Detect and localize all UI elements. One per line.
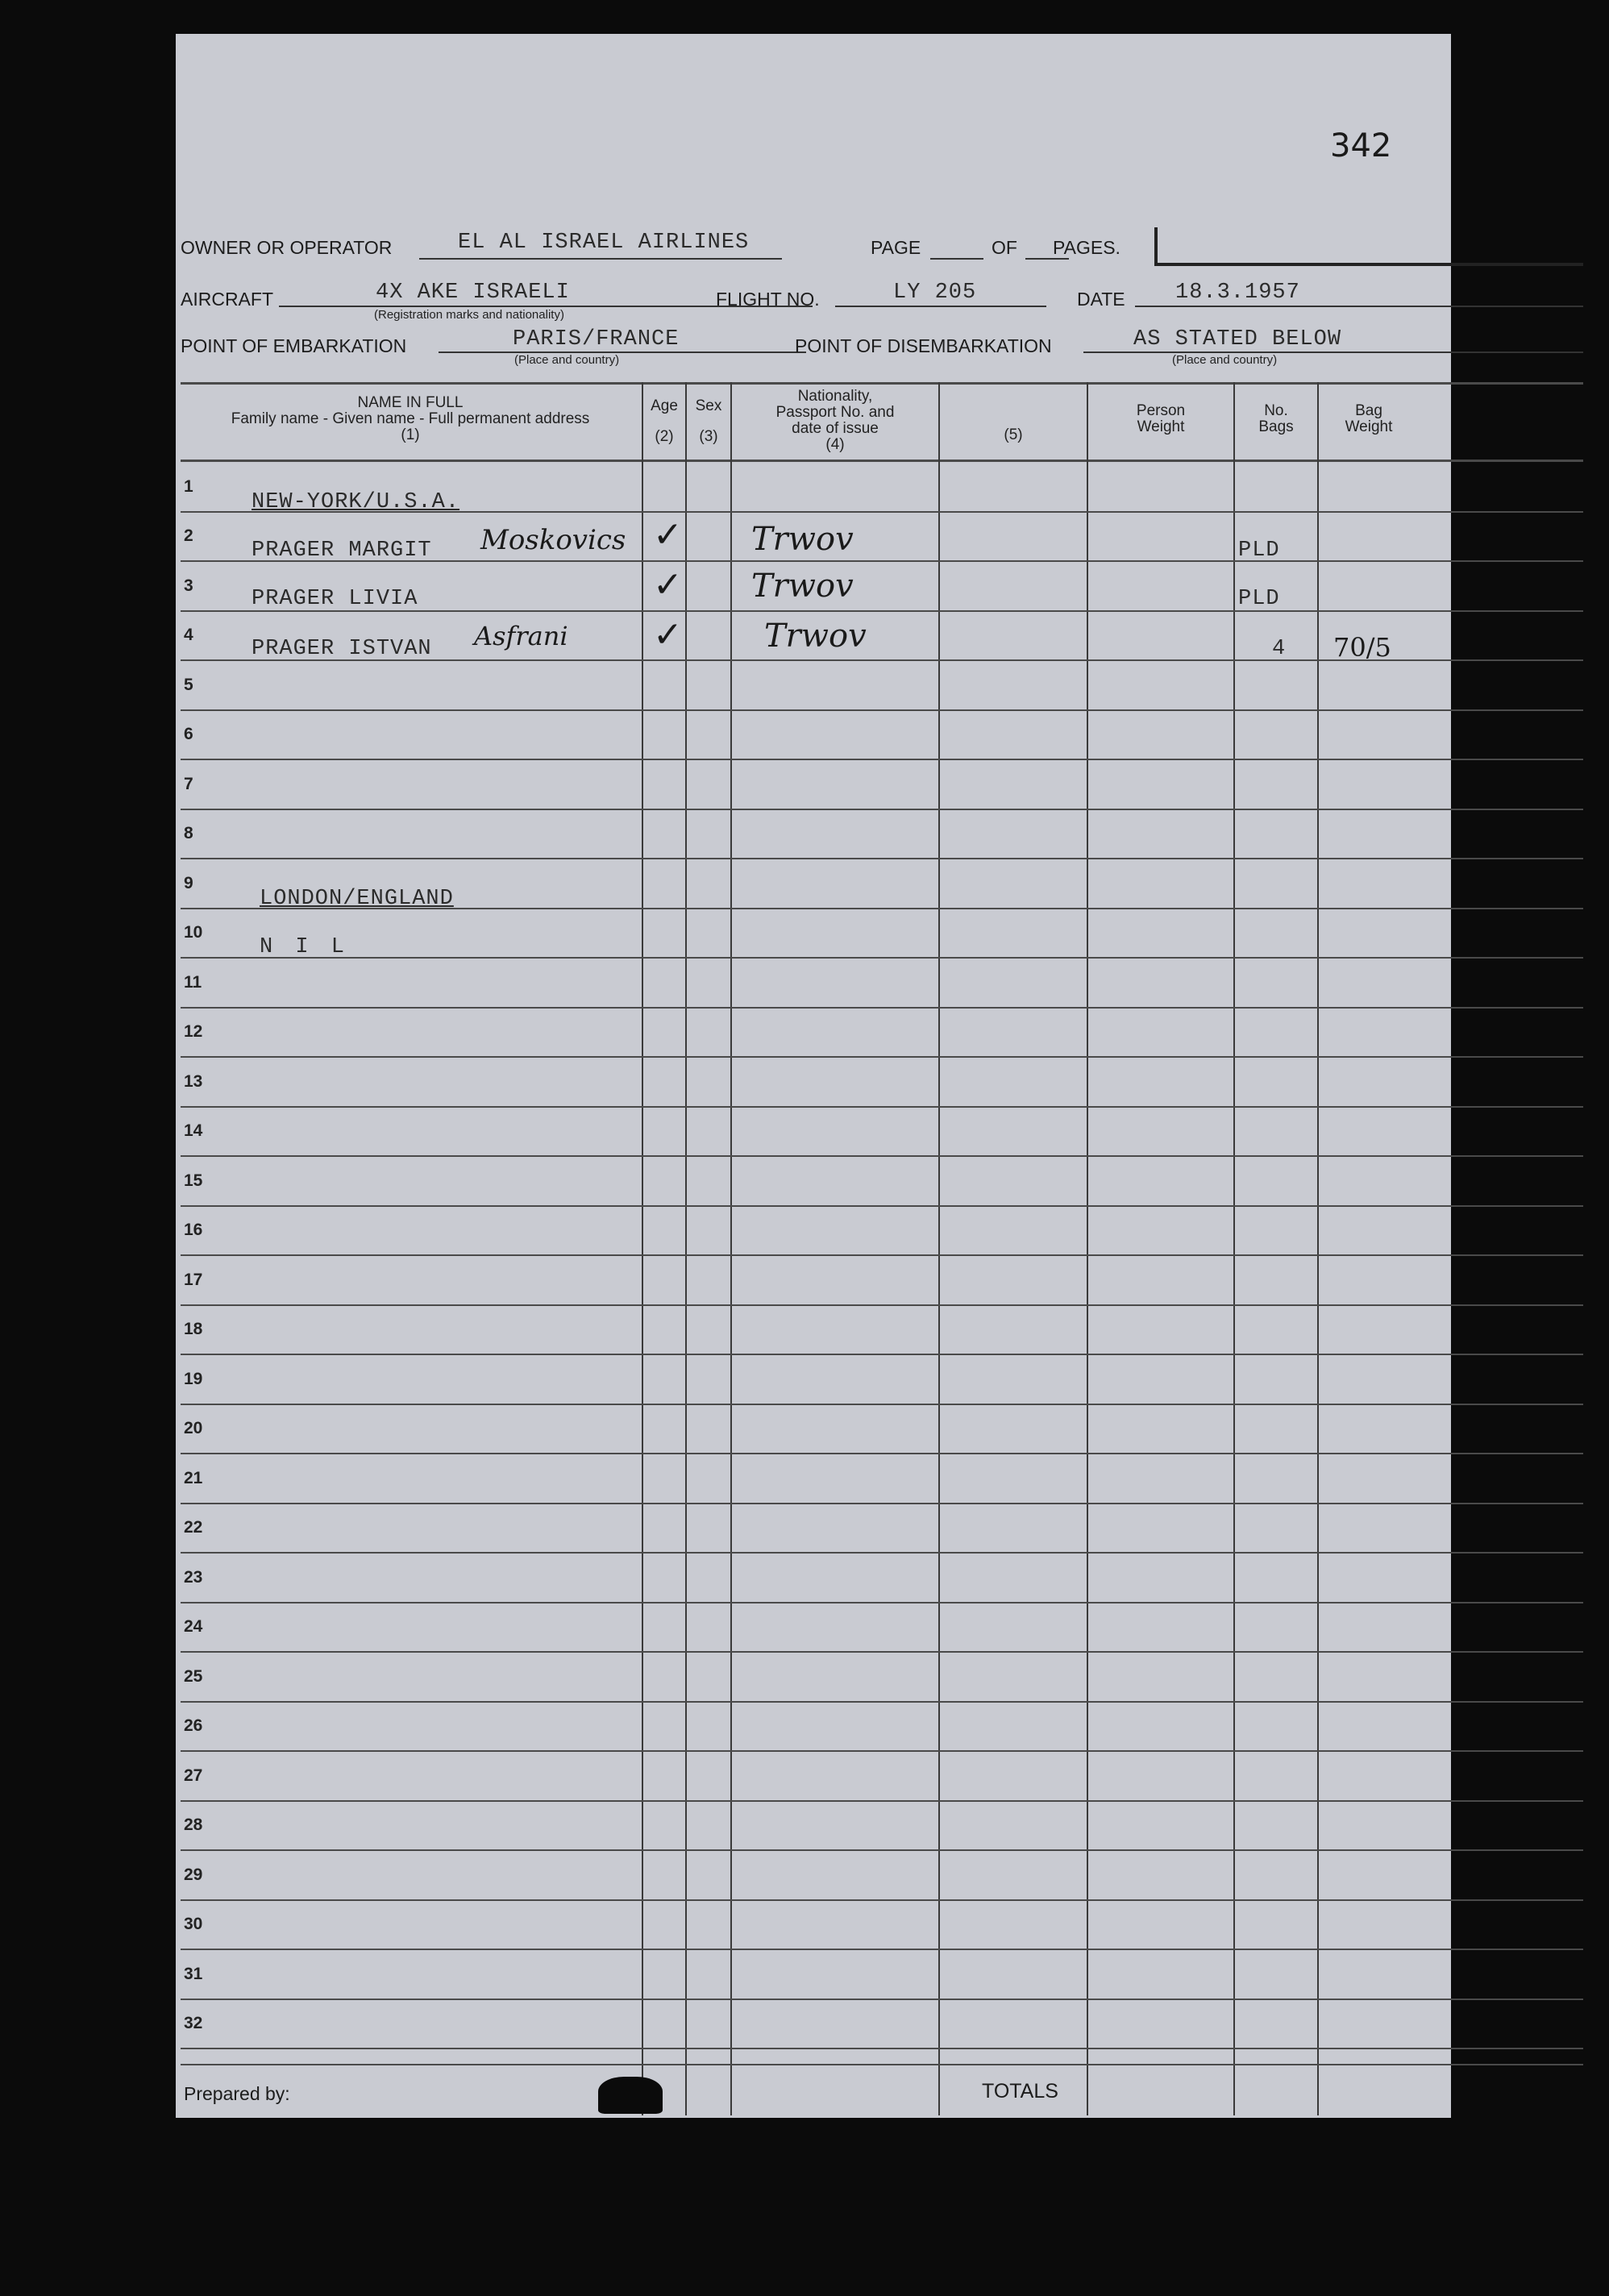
embark-underline: [439, 351, 806, 353]
row-3-bags: PLD: [1238, 587, 1280, 611]
of-label: OF: [992, 237, 1017, 258]
row-number: 11: [184, 973, 202, 992]
row-4-bag-weight: 70/5: [1333, 632, 1391, 663]
col-sex-l1: Sex: [695, 397, 722, 414]
col-bags-l2: Bags: [1258, 418, 1294, 435]
row-4-bags: 4: [1272, 637, 1287, 661]
row-line: [181, 1999, 1583, 2000]
col-5-header: (5): [1004, 426, 1023, 443]
row-2-nationality: Trwov: [751, 521, 854, 558]
date-underline: [1135, 306, 1583, 307]
row-3-check-icon: ✓: [653, 564, 683, 605]
date-label: DATE: [1077, 289, 1125, 310]
row-2-check-icon: ✓: [653, 514, 683, 555]
row-4-check-icon: ✓: [653, 614, 683, 655]
col-name-l1: NAME IN FULL: [357, 394, 464, 411]
flight-value: LY 205: [893, 281, 977, 305]
col-nat-l1: Nationality,: [797, 388, 873, 405]
owner-value: EL AL ISRAEL AIRLINES: [458, 231, 750, 255]
col-bw-header: [1319, 403, 1419, 435]
flight-label: FLIGHT NO.: [716, 289, 820, 310]
col-pw-l1: Person: [1136, 402, 1186, 419]
row-line: [181, 809, 1583, 810]
col-bags-header: [1235, 403, 1317, 435]
row-number: 25: [184, 1667, 203, 1686]
col-divider-bw: [1317, 382, 1319, 2115]
col-pw-header: [1088, 403, 1233, 435]
row-number: 6: [184, 725, 193, 743]
corner-mark: [1154, 227, 1158, 264]
aircraft-value: 4X AKE ISRAELI: [376, 281, 570, 305]
row-line: [181, 1007, 1583, 1009]
page-number: 342: [1330, 127, 1392, 164]
row-number: 22: [184, 1518, 203, 1537]
row-line: [181, 1404, 1583, 1405]
disembark-underline: [1083, 351, 1583, 353]
row-number: 1: [184, 477, 193, 496]
col-nat-l4: (4): [825, 436, 845, 453]
row-10-name: N I L: [260, 935, 350, 959]
row-number: 7: [184, 775, 193, 793]
col-divider-5: [938, 382, 940, 2115]
row-number: 12: [184, 1022, 203, 1041]
pages-label: PAGES.: [1053, 237, 1120, 258]
row-number: 29: [184, 1866, 203, 1884]
row-line: [181, 1602, 1583, 1603]
row-line: [181, 1056, 1583, 1058]
row-line: [181, 1453, 1583, 1454]
row-line: [181, 709, 1583, 711]
col-name-l2: Family name - Given name - Full permanent address: [231, 410, 590, 427]
disembark-note: (Place and country): [1172, 353, 1278, 367]
prepared-by-label: Prepared by:: [184, 2083, 290, 2104]
row-line: [181, 1800, 1583, 1802]
page-underline: [930, 258, 983, 260]
row-line: [181, 1205, 1583, 1207]
row-line: [181, 1849, 1583, 1851]
embark-value: PARIS/FRANCE: [513, 327, 680, 351]
row-number: 10: [184, 923, 203, 942]
col-age-l2: (2): [655, 428, 674, 445]
col-age-header: [643, 398, 685, 445]
aircraft-note: (Registration marks and nationality): [374, 308, 564, 322]
owner-underline: [419, 258, 782, 260]
row-2-bags: PLD: [1238, 539, 1280, 563]
col-nat-l2: Passport No. and: [775, 404, 895, 421]
row-line: [181, 1701, 1583, 1703]
col-age-l1: Age: [651, 397, 678, 414]
row-number: 28: [184, 1816, 203, 1834]
row-line: [181, 1651, 1583, 1653]
row-number: 8: [184, 824, 193, 842]
row-4-handwriting: Asfrani: [474, 621, 568, 651]
row-number: 24: [184, 1617, 203, 1636]
row-number: 19: [184, 1370, 203, 1388]
disembark-value: AS STATED BELOW: [1133, 327, 1342, 351]
row-line: [181, 1949, 1583, 1950]
col-bw-l1: Bag: [1355, 402, 1382, 419]
col-name-l3: (1): [401, 426, 420, 443]
col-nat-header: [732, 389, 938, 453]
row-number: 2: [184, 526, 193, 545]
row-4-nationality: Trwov: [764, 618, 867, 655]
col-nat-l3: date of issue: [792, 420, 879, 437]
ink-blot: [598, 2077, 663, 2114]
row-line: [181, 1899, 1583, 1901]
row-1-name: NEW-YORK/U.S.A.: [252, 490, 460, 514]
col-pw-l2: Weight: [1137, 418, 1185, 435]
row-number: 26: [184, 1716, 203, 1735]
row-3-nationality: Trwov: [751, 568, 854, 605]
row-number: 21: [184, 1469, 203, 1487]
row-number: 3: [184, 576, 193, 595]
col-divider-sex: [685, 382, 687, 2115]
row-line: [181, 1106, 1583, 1108]
row-number: 15: [184, 1171, 203, 1190]
col-divider-nat: [730, 382, 732, 2115]
col-bw-l2: Weight: [1345, 418, 1393, 435]
row-2-name: PRAGER MARGIT: [252, 539, 432, 563]
row-line: [181, 1354, 1583, 1355]
row-line: [181, 1304, 1583, 1306]
row-number: 31: [184, 1965, 203, 1983]
row-number: 4: [184, 626, 193, 644]
row-number: 5: [184, 676, 193, 694]
row-number: 30: [184, 1915, 203, 1933]
row-line: [181, 957, 1583, 959]
flight-underline: [835, 306, 1046, 307]
embark-note: (Place and country): [514, 353, 620, 367]
col-divider-pw: [1087, 382, 1088, 2115]
row-line: [181, 1254, 1583, 1256]
row-2-handwriting: Moskovics: [480, 524, 626, 556]
row-number: 9: [184, 874, 193, 892]
row-number: 20: [184, 1419, 203, 1437]
table-header-border: [181, 460, 1583, 462]
row-number: 27: [184, 1766, 203, 1785]
col-divider-age: [642, 382, 643, 2115]
col-bags-l1: No.: [1264, 402, 1288, 419]
corner-mark-bottom: [1154, 263, 1583, 266]
col-divider-bags: [1233, 382, 1235, 2115]
row-number: 17: [184, 1271, 203, 1289]
row-line: [181, 1552, 1583, 1554]
row-number: 14: [184, 1121, 203, 1140]
row-4-name: PRAGER ISTVAN: [252, 637, 432, 661]
totals-label: TOTALS: [982, 2080, 1058, 2103]
row-line: [181, 1503, 1583, 1504]
row-line: [181, 759, 1583, 760]
owner-label: OWNER OR OPERATOR: [181, 237, 393, 258]
row-number: 16: [184, 1221, 203, 1239]
row-number: 18: [184, 1320, 203, 1338]
manifest-sheet: [176, 34, 1451, 2118]
row-3-name: PRAGER LIVIA: [252, 587, 418, 611]
embark-label: POINT OF EMBARKATION: [181, 335, 407, 356]
footer-top-border: [181, 2064, 1583, 2065]
row-line: [181, 2048, 1583, 2049]
col-sex-header: [687, 398, 730, 445]
date-value: 18.3.1957: [1175, 281, 1300, 305]
row-9-name: LONDON/ENGLAND: [260, 887, 454, 911]
row-line: [181, 858, 1583, 859]
row-line: [181, 1750, 1583, 1752]
disembark-label: POINT OF DISEMBARKATION: [795, 335, 1052, 356]
col-name-header: [181, 395, 640, 443]
row-line: [181, 1155, 1583, 1157]
col-sex-l2: (3): [699, 428, 718, 445]
row-number: 13: [184, 1072, 203, 1091]
page-label: PAGE: [871, 237, 921, 258]
table-top-border: [181, 382, 1583, 385]
aircraft-label: AIRCRAFT: [181, 289, 273, 310]
row-number: 32: [184, 2014, 203, 2032]
row-number: 23: [184, 1568, 203, 1587]
